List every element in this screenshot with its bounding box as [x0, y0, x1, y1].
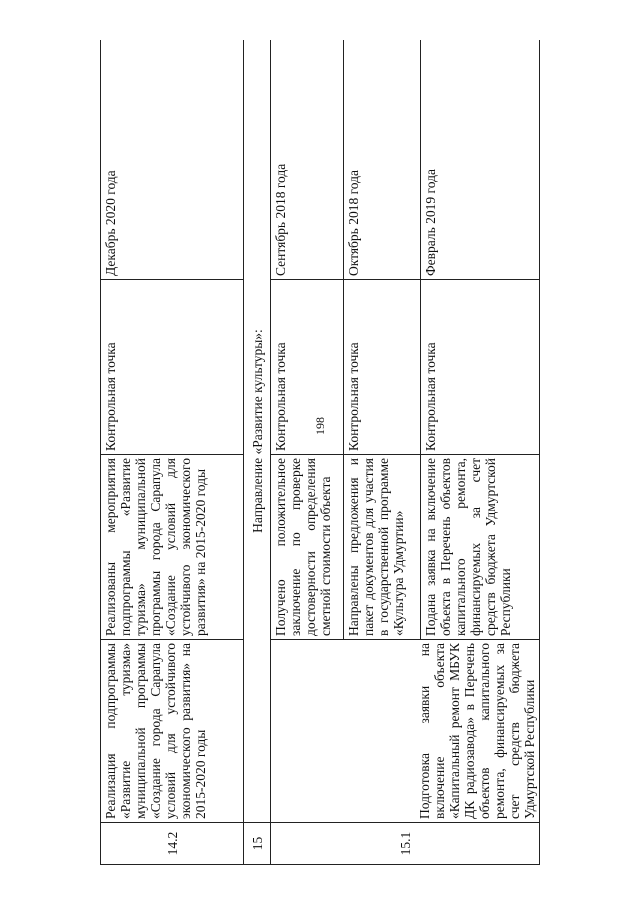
type-cell: Контрольная точка — [271, 280, 344, 455]
section-row — [244, 40, 271, 865]
section-number: 15 — [244, 823, 271, 865]
activity-cell: Подготовка заявки на включение объекта «Капитальный ремонт МБУК ДК радиозавода» в Перечень объектов капитального ремонта, финансируемых за счет средств бюджета Удмуртской Республики — [271, 640, 540, 823]
page-number: 198 — [313, 417, 327, 435]
row-number: 14.2 — [101, 823, 244, 865]
deadline-cell: Декабрь 2020 года — [101, 40, 244, 280]
section-title: Направление «Развитие культуры»: — [244, 40, 271, 823]
type-cell: Контрольная точка — [421, 280, 540, 455]
table-row — [101, 40, 244, 865]
deadline-cell: Сентябрь 2018 года — [271, 40, 344, 280]
deadline-cell: Октябрь 2018 года — [344, 40, 421, 280]
deadline-cell: Февраль 2019 года — [421, 40, 540, 280]
activity-cell: Реализация подпрограммы «Развитие туризма» муниципальной программы «Создание города Сарапула условий для устойчивого экономического развития» на 2015-2020 годы — [101, 640, 244, 823]
result-cell: Направлены предложения и пакет документов для участия в государственной программе «Культура Удмуртии» — [344, 455, 421, 640]
type-cell: Контрольная точка — [101, 280, 244, 455]
result-cell: Получено положительное заключение по проверке достоверности определения сметной стоимости объекта — [271, 455, 344, 640]
result-cell: Подана заявка на включение объекта в Перечень объектов капитального ремонта, финансируемых за счет средств бюджета Удмуртской Республики — [421, 455, 540, 640]
table-row — [271, 40, 344, 865]
plan-table — [100, 40, 540, 865]
result-cell: Реализованы мероприятия подпрограммы «Развитие туризма» муниципальной программы города Сарапула «Создание условий для устойчивого экономического развития» на 2015-2020 годы — [101, 455, 244, 640]
row-number: 15.1 — [271, 823, 540, 865]
rotated-table-wrapper — [100, 40, 540, 865]
table-frame — [100, 40, 540, 865]
type-cell: Контрольная точка — [344, 280, 421, 455]
